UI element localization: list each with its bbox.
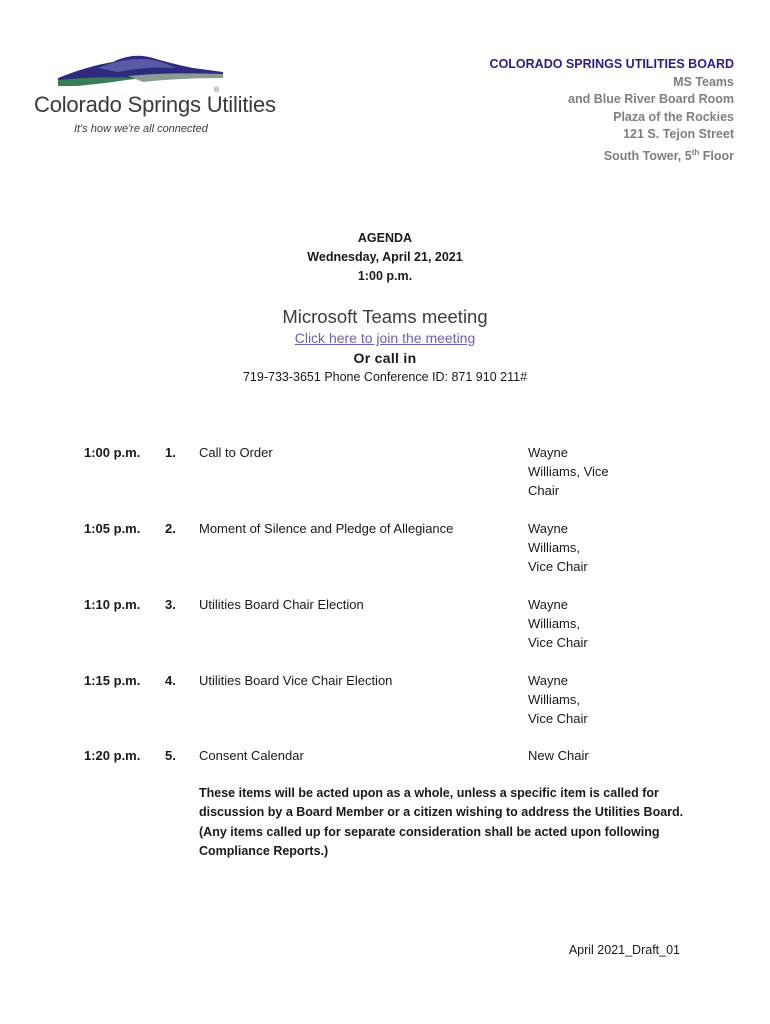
- phone-conference-info: [0, 370, 770, 384]
- agenda-row-time: 1:05 p.m.: [84, 521, 141, 536]
- agenda-row-time: 1:00 p.m.: [84, 445, 141, 460]
- company-logo: [30, 52, 276, 142]
- presenter-line: Wayne: [528, 445, 568, 460]
- agenda-row-item: Moment of Silence and Pledge of Allegiance: [199, 521, 454, 536]
- agenda-row-number: 3.: [165, 597, 176, 612]
- presenter-line: Wayne: [528, 521, 568, 536]
- presenter-line: Williams, Vice: [528, 464, 609, 479]
- agenda-row-presenter: [528, 519, 628, 576]
- address-floor-prefix: South Tower, 5: [603, 149, 692, 164]
- presenter-line: Vice Chair: [528, 711, 588, 726]
- address-line-2: and Blue River Board Room: [568, 92, 734, 107]
- agenda-row-number: 4.: [165, 673, 176, 688]
- join-meeting-link-text[interactable]: Click here to join the meeting: [294, 330, 476, 346]
- teams-meeting-title: Microsoft Teams meeting: [282, 306, 488, 327]
- presenter-line: Chair: [528, 483, 560, 498]
- logo-wordmark: Colorado Springs Utilities: [34, 92, 276, 117]
- presenter-line: Williams,: [528, 616, 580, 631]
- presenter-line: Williams,: [528, 692, 580, 707]
- agenda-row-item: Call to Order: [199, 445, 273, 460]
- meeting-address-block: [490, 56, 734, 166]
- agenda-row-item: Consent Calendar: [199, 748, 304, 763]
- conference-id: Phone Conference ID: 871 910 211#: [320, 370, 528, 384]
- presenter-line: Vice Chair: [528, 635, 588, 650]
- note-line: (Any items called up for separate consideration shall be acted upon following: [199, 824, 660, 839]
- note-line: discussion by a Board Member or a citizen wishing to address the Utilities Board.: [199, 805, 684, 820]
- registered-mark: ®: [214, 87, 220, 94]
- agenda-row-item: Utilities Board Vice Chair Election: [199, 673, 393, 688]
- agenda-row-number: 2.: [165, 521, 176, 536]
- note-line: These items will be acted upon as a whole, unless a specific item is called for: [199, 786, 659, 800]
- agenda-title: AGENDA: [357, 231, 413, 245]
- mountain-logo-icon: [58, 52, 223, 92]
- address-floor-sup: th: [691, 147, 700, 157]
- agenda-row-presenter: [528, 746, 628, 765]
- agenda-row-number: 1.: [165, 445, 176, 460]
- agenda-time: 1:00 p.m.: [357, 269, 413, 283]
- phone-number: 719-733-3651: [242, 370, 321, 384]
- address-line-3: Plaza of the Rockies: [613, 109, 734, 124]
- address-line-1: MS Teams: [673, 74, 734, 89]
- agenda-row-time: 1:10 p.m.: [84, 597, 141, 612]
- address-line-5: [490, 144, 734, 166]
- draft-footer: April 2021_Draft_01: [568, 943, 680, 957]
- join-meeting-link[interactable]: [0, 330, 770, 346]
- presenter-line: Wayne: [528, 597, 568, 612]
- address-floor-suffix: Floor: [699, 149, 734, 164]
- agenda-header: [0, 229, 770, 286]
- call-in-label: Or call in: [353, 350, 417, 366]
- agenda-date: Wednesday, April 21, 2021: [307, 250, 463, 264]
- presenter-line: Vice Chair: [528, 559, 588, 574]
- agenda-row-presenter: [528, 671, 628, 728]
- agenda-row-presenter: [528, 443, 628, 500]
- agenda-row-time: 1:15 p.m.: [84, 673, 141, 688]
- organization-name: COLORADO SPRINGS UTILITIES BOARD: [489, 57, 734, 71]
- agenda-row-number: 5.: [165, 748, 176, 763]
- agenda-row-time: 1:20 p.m.: [84, 748, 141, 763]
- address-line-4: 121 S. Tejon Street: [623, 127, 734, 142]
- agenda-row-presenter: [528, 595, 628, 652]
- consent-calendar-note: [199, 784, 719, 862]
- presenter-line: Williams,: [528, 540, 580, 555]
- presenter-line: Wayne: [528, 673, 568, 688]
- logo-tagline: It's how we're all connected: [74, 123, 208, 135]
- agenda-row-item: Utilities Board Chair Election: [199, 597, 364, 612]
- note-line: Compliance Reports.): [199, 844, 329, 859]
- presenter-line: New Chair: [528, 748, 589, 763]
